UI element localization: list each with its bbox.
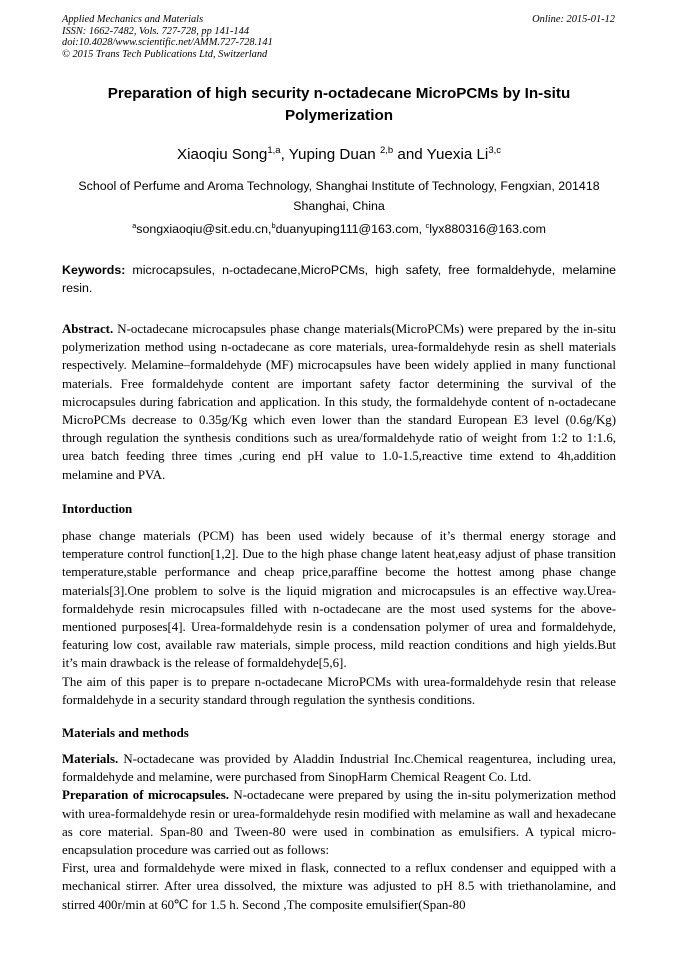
- author-2-name: Yuping Duan: [288, 146, 380, 163]
- issn-line: ISSN: 1662-7482, Vols. 727-728, pp 141-144: [62, 25, 250, 37]
- email-a: songxiaoqiu@sit.edu.cn,: [136, 222, 272, 236]
- doi-line: doi:10.4028/www.scientific.net/AMM.727-728.141: [62, 37, 273, 49]
- author-separator: ,: [280, 146, 289, 163]
- title-line-2: Polymerization: [284, 107, 394, 124]
- keywords-label: Keywords:: [62, 263, 126, 277]
- introduction: [62, 527, 616, 709]
- email-a-sup: a: [132, 221, 137, 230]
- author-1-sup: 1,a: [267, 145, 281, 156]
- procedure-paragraph: First, urea and formaldehyde were mixed in flask, connected to a reflux condenser and equipped with a mechanical stirrer. After urea dissolved, the mixture was adjusted to pH 8.5 with triethanolamine, and stirred 400r/min at 60℃ for 1.5 h. Second ,The composite emulsifier(Span-80: [62, 861, 616, 912]
- email-c: lyx880316@163.com: [429, 222, 546, 236]
- preparation-label: Preparation of microcapsules.: [62, 788, 229, 803]
- preparation-text: N-octadecane were prepared by using the in-situ polymerization method with urea-formaldehyde resin or urea-formaldehyde resin modified with melamine as wall and hexadecane as core material. Span-80 and Tween-80 were used in combination as emulsifiers. A typical micro-encapsulation procedure was carried out as follows:: [62, 788, 617, 858]
- author-3-sup: 3,c: [488, 145, 501, 156]
- introduction-heading: Intorduction: [62, 502, 133, 516]
- affiliation-line-1: School of Perfume and Aroma Technology, Shanghai Institute of Technology, Fengxian, 201418: [78, 179, 600, 193]
- author-list: [62, 141, 616, 165]
- email-line: [62, 216, 616, 239]
- affiliation: [62, 176, 616, 239]
- intro-paragraph-2: The aim of this paper is to prepare n-octadecane MicroPCMs with urea-formaldehyde resin that release formaldehyde in a security standard through regulation the synthesis conditions.: [62, 674, 616, 707]
- methods-heading: Materials and methods: [62, 726, 189, 740]
- online-date: Online: 2015-01-12: [532, 14, 615, 25]
- methods: [62, 750, 616, 914]
- email-b-sup: b: [271, 221, 276, 230]
- paper-title: [62, 83, 616, 127]
- journal-name: Applied Mechanics and Materials: [62, 14, 204, 25]
- email-c-sup: c: [425, 221, 430, 230]
- author-1-name: Xiaoqiu Song: [176, 146, 268, 163]
- abstract-text: N-octadecane microcapsules phase change materials(MicroPCMs) were prepared by the in-situ polymerization method using n-octadecane as core materials, urea-formaldehyde resin as shell materials respectively. Melamine–formaldehyde (MF) microcapsules have been widely applied in many functional materials. Free formaldehyde content are important safety factor determining the survival of the microcapsules during fabrication and application. In this study, the formaldehyde content of n-octadecane MicroPCMs decrease to 0.35g/Kg which even lower than the standard European E3 level (0.6g/Kg) through regulation the synthesis conditions such as urea/formaldehyde ratio of weight from 1:2 to 1:1.6, urea batch feeding three times ,curing end pH value to 1.0-1.5,reactive time extend to 4h,addition melamine and PVA.: [62, 322, 616, 482]
- materials-text: N-octadecane was provided by Aladdin Industrial Inc.Chemical reagenturea, including urea, formaldehyde and melamine, were purchased from SinopHarm Chemical Reagent Co. Ltd.: [62, 752, 616, 785]
- intro-paragraph-1: phase change materials (PCM) has been used widely because of it’s thermal energy storage and temperature control function[1,2]. Due to the high phase change latent heat,easy adjust of phase transition temperature,stable performance and cheap price,paraffine become the hottest among phase change materials[3].One problem to solve is the liquid migration and microcapsules is an effective way.Urea-formaldehyde resin microcapsules filled with n-octadecane are the most used systems for the above-mentioned purposes[4]. Urea-formaldehyde resin is a condensation polymer of urea and formaldehyde, featuring low cost, available raw materials, simple process, mild reaction conditions and high yields.But it’s main drawback is the release of formaldehyde[5,6].: [62, 529, 616, 671]
- keywords: [62, 262, 616, 297]
- title-line-1: Preparation of high security n-octadecane MicroPCMs by In-situ: [107, 85, 571, 102]
- author-3-name: Yuexia Li: [426, 146, 489, 163]
- abstract-label: Abstract.: [62, 322, 114, 336]
- copyright-line: © 2015 Trans Tech Publications Ltd, Switzerland: [62, 48, 268, 60]
- affiliation-line-2: Shanghai, China: [293, 199, 385, 213]
- author-separator: and: [393, 146, 427, 163]
- author-2-sup: 2,b: [379, 145, 394, 156]
- materials-label: Materials.: [62, 752, 119, 766]
- abstract: [62, 320, 616, 484]
- email-b: duanyuping111@163.com,: [275, 222, 426, 236]
- keywords-text: microcapsules, n-octadecane,MicroPCMs, high safety, free formaldehyde, melamine resin.: [62, 263, 616, 295]
- header-info: [62, 14, 273, 60]
